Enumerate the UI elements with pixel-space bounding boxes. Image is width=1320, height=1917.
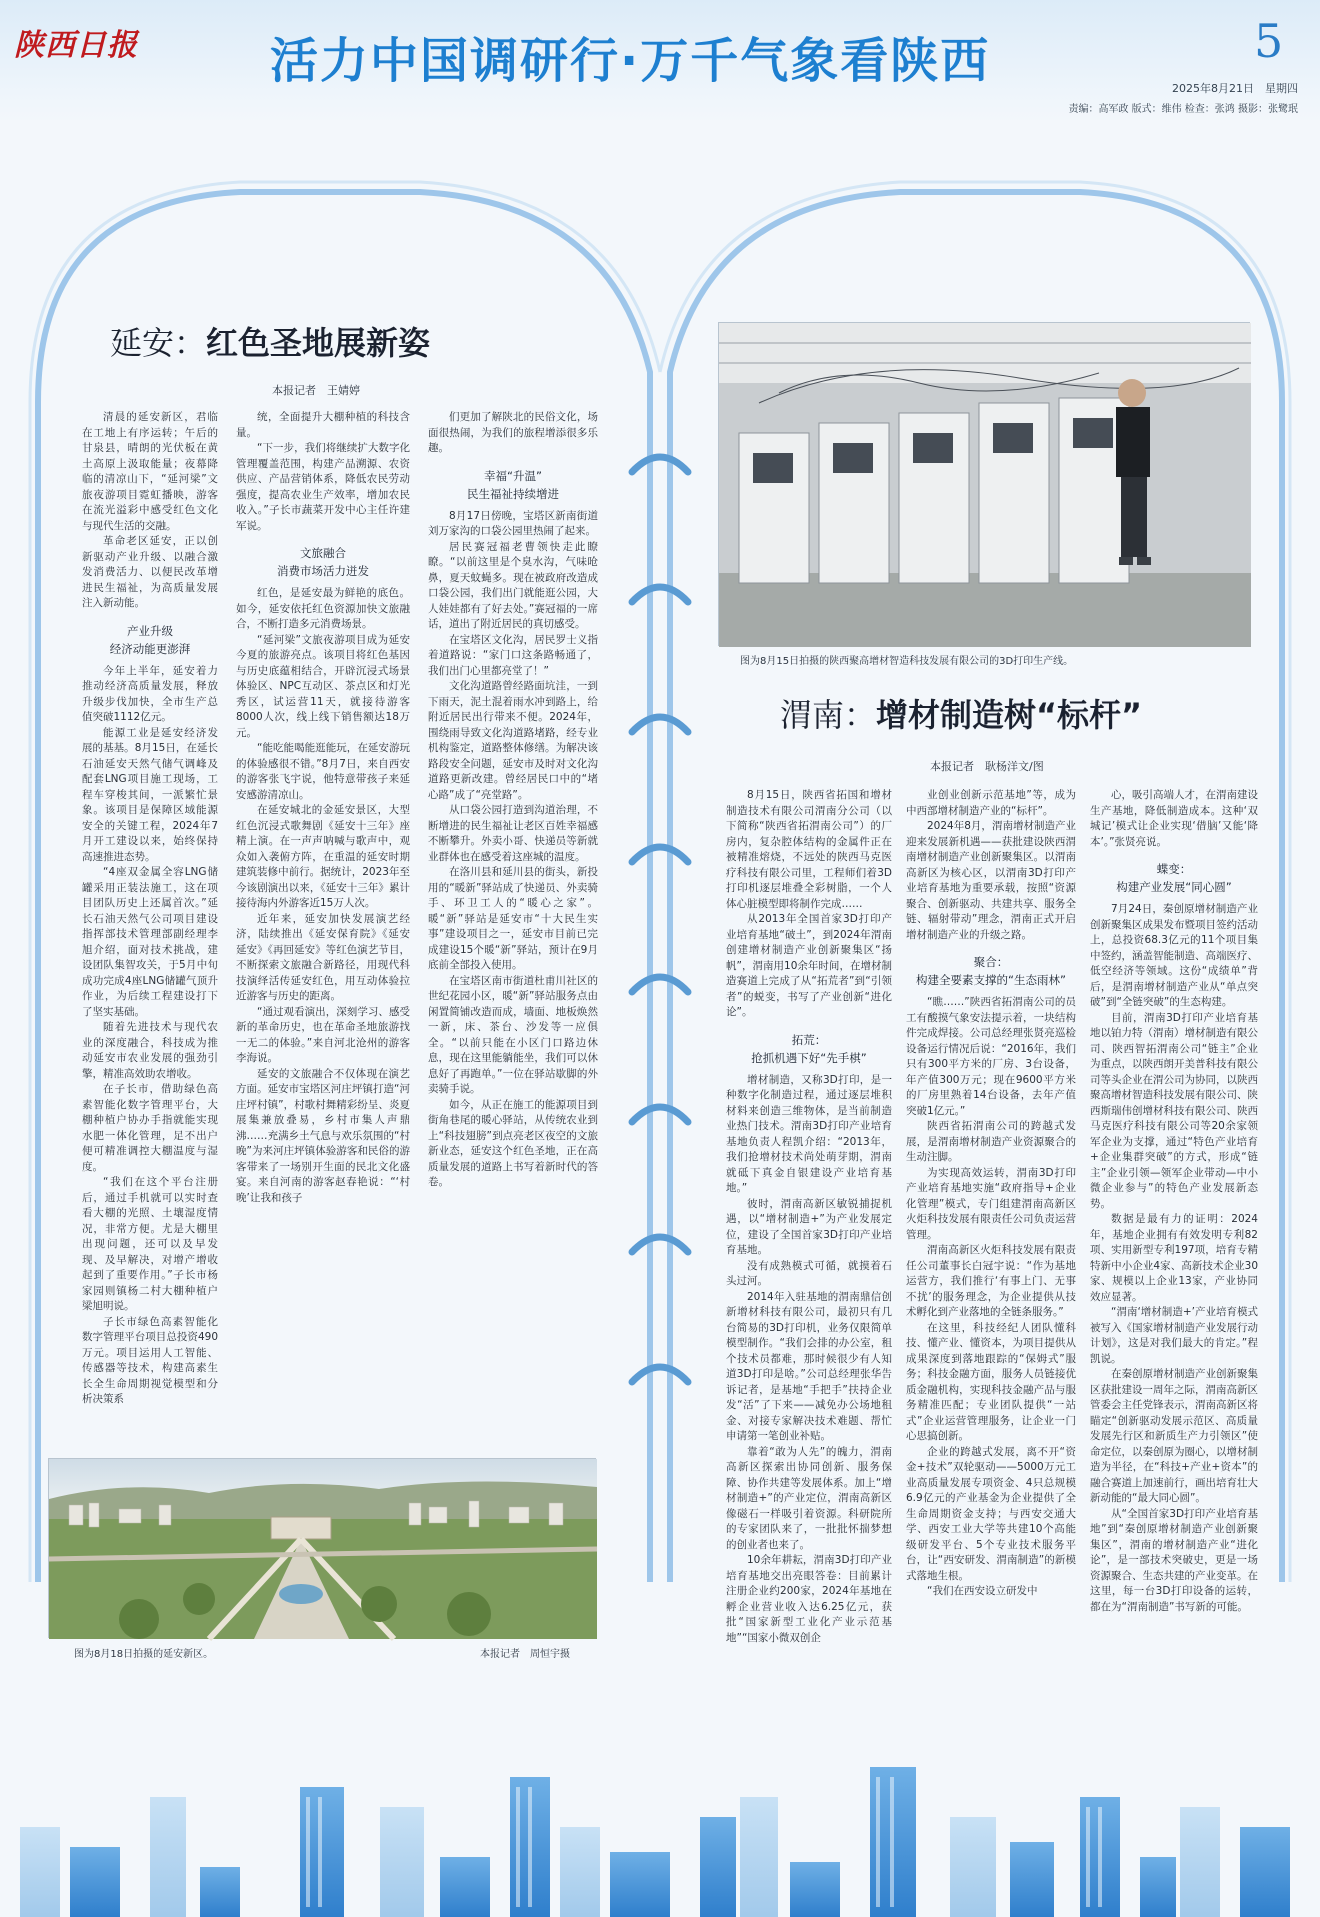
- section-heading-line1: 产业升级: [127, 623, 173, 638]
- section-heading: [428, 467, 598, 503]
- paragraph: 子长市绿色高素智能化数字管理平台项目总投资490万元。项目运用人工智能、传感器等技术，构建高素生长全生命周期视觉模型和分析决策系: [82, 1315, 218, 1405]
- paragraph: 在宝塔区文化沟，居民罗士义指着道路说：“家门口这条路畅通了，我们出门心里都亮堂了！”: [428, 633, 598, 677]
- section-heading-line1: 幸福“升温”: [484, 468, 542, 483]
- section-heading: [726, 1031, 892, 1067]
- paragraph: 8月15日，陕西省拓国和增材制造技术有限公司渭南分公司（以下简称“陕西省拓渭南公司”）的厂房内，复杂腔体结构的金属件正在被精准熔烧，不远处的陕西马克医疗科技有限公司里，工程师们着3D打印机逐层堆叠全彩树脂，一个人体心脏模型即将制作完成……: [726, 789, 892, 910]
- paragraph: 从口袋公园打造到沟道治理，不断增进的民生福祉让老区百姓幸福感不断攀升。外卖小哥、快递员等新就业群体也在感受着这座城的温度。: [428, 804, 598, 863]
- paragraph: 在宝塔区南市街道杜甫川社区的世纪花园小区，暖“新”驿站服务点由闲置简铺改造而成，墙面、地板焕然一新，床、茶台、沙发等一应俱全。“以前只能在小区门口路边休息，现在这里能躺能坐，我们可以休息好了再跑单。”一位在驿站歇脚的外卖骑手说。: [428, 974, 598, 1095]
- section-heading-line2: 构建产业发展“同心圆”: [1116, 880, 1232, 894]
- paragraph: 居民赛冠福老曹领快走此瞭瞭。“以前这里是个臭水沟，气味呛鼻，夏天蚊蝇多。现在被政府改造成口袋公园，我们出门就能逛公园，大人娃娃都有了好去处。”赛冠福的一席话，道出了附近居民的真切感受。: [428, 540, 598, 630]
- paragraph: 业创业创新示范基地”等，成为中西部增材制造产业的“标杆”。: [906, 789, 1076, 817]
- paragraph: 在子长市，借助绿色高素智能化数字管理平台，大棚种植户协办手指就能实现水肥一体化管理，足不出户便可精准调控大棚温度与湿度。: [82, 1083, 218, 1173]
- section-heading: [906, 953, 1076, 989]
- paragraph: 在这里，科技经纪人团队懂科技、懂产业、懂资本，为项目提供从成果深度到落地跟踪的“保姆式”服务；科技金融方面，服务人员链接优质金融机构，实现科技金融产品与服务精准匹配；专业团队提供“一站式”企业运营管理服务，让企业一门心思搞创新。: [906, 1321, 1076, 1442]
- paragraph: 7月24日，秦创原增材制造产业创新聚集区成果发布暨项目签约活动上，总投资68.3亿元的11个项目集中签约，涵盖智能制造、高端医疗、低空经济等领域。这份“成绩单”背后，是渭南增材制造产业从“单点突破”到“全链突破”的生态构建。: [1090, 903, 1258, 1008]
- paragraph: 目前，渭南3D打印产业培育基地以铂力特（渭南）增材制造有限公司、陕西智拓渭南公司“链主”企业为重点，以陕西朗开美普科技有限公司等头企业在渭公司为协同，以陕西聚高增材智造科技发展有限公司、陕西斯瑞伟创增材科技有限公司、陕西马克医疗科技有限公司等20余家领军企业为支撑，通过“特色产业培育+企业集群突破”的方式，形成“链主”企业引领—领军企业带动—中小微企业参与”的特色产业发展新态势。: [1090, 1011, 1258, 1210]
- paragraph: 彼时，渭南高新区敏锐捕捉机遇，以“增材制造+”为产业发展定位，建设了全国首家3D打印产业培育基地。: [726, 1197, 892, 1256]
- factory-illustration: [719, 323, 1251, 647]
- page-number: 5: [1254, 14, 1284, 68]
- yanan-new-district-photo: [48, 1458, 596, 1638]
- section-heading-line2: 抢抓机遇下好“先手棋”: [751, 1050, 867, 1065]
- paragraph: “我们在西安设立研发中: [927, 1585, 1038, 1597]
- paragraph: 8月17日傍晚，宝塔区新南街道刘万家沟的口袋公园里热闹了起来。: [428, 509, 598, 537]
- paragraph: 随着先进技术与现代农业的深度融合，科技成为推动延安市农业发展的强劲引擎，精准高效助农增收。: [82, 1021, 218, 1080]
- paragraph: 延安的文旅融合不仅体现在演艺方面。延安市宝塔区河庄坪镇打造“河庄坪村镇”，村歌村舞精彩纷呈、炎夏展集兼放叠易，乡村市集人声鼎沸……充满乡土气息与欢乐氛围的“村晚”为来河庄坪镇体验游客和民俗的游客带来了一场别开生面的民北文化盛宴。来自河南的游客赵春艳说：“‘村晚’让我和孩子: [236, 1067, 410, 1204]
- paragraph: 增材制造，又称3D打印，是一种数字化制造过程，通过逐层堆积材料来创造三维物体，是当前制造业热门技术。渭南3D打印产业培育基地负责人程凯介绍：“2013年，我们抢增材技术尚处萌芽期，渭南就砥下真金自银建设产业培育基地。”: [726, 1073, 892, 1194]
- paragraph: 在延安城北的金延安景区，大型红色沉浸式歌舞剧《延安十三年》座精上演。在一声声呐喊与歌声中，观众如入袭俯方阵，在重温的延安时期建筑装修中前行。据统计，2023年至今该剧演出以来，《延安十三年》累计接待海内外游客近15万人次。: [236, 804, 410, 909]
- paragraph: 为实现高效运转，渭南3D打印产业培育基地实施“政府指导+企业化管理”模式，专门组建渭南高新区火炬科技发展有限责任公司负责运营管理。: [906, 1166, 1076, 1241]
- yanan-byline: 本报记者 王婧婷: [272, 384, 360, 397]
- section-heading-line2: 民生福祉持续增进: [467, 486, 559, 501]
- paragraph: 数据是最有力的证明：2024年，基地企业拥有有效发明专利82项、实用新型专利197项，培育专精特新中小企业4家、高新技术企业30家、规模以上企业13家，产业协同效应显著。: [1090, 1213, 1258, 1303]
- section-heading-line2: 经济动能更澎湃: [109, 641, 191, 656]
- page-headline: 活力中国调研行·万千气象看陕西: [270, 33, 991, 89]
- weinan-photo-caption: 图为8月15日拍摄的陕西聚高增材智造科技发展有限公司的3D打印生产线。: [740, 656, 1074, 667]
- paragraph: 企业的跨越式发展，离不开“资金+技术”双轮驱动——5000万元工业高质量发展专项资金、4只总规模6.9亿元的产业基金为企业提供了全生命周期资金支持；与西安交通大学、西安工业大学等共建10个高能级研发平台、5个专业技术服务平台，让“西安研发、渭南制造”的新模式落地生根。: [906, 1445, 1076, 1582]
- paragraph: “下一步，我们将继续扩大数字化管理覆盖范围，构建产品溯源、农资供应、产品营销体系，降低农民劳动强度，提高农业生产效率，增加农民收入。”子长市蔬菜开发中心主任许建军说。: [236, 442, 410, 532]
- 3d-printing-production-line-photo: [718, 322, 1250, 646]
- weinan-column-2: [906, 788, 1076, 1668]
- masthead: [0, 0, 1320, 122]
- paragraph: “4座双金属全容LNG储罐采用正装法施工，这在项目团队历史上还属首次。”延长石油天然气公司项目建设指挥部技术管理部副经理李旭介绍，面对技术挑战，建设团队集智攻关，于5月中旬成功完成4座LNG储罐气顶升作业，为后续工程建设打下了坚实基础。: [82, 866, 218, 1018]
- newspaper-logo: 陕西日报: [14, 28, 138, 63]
- weinan-column-1: [726, 788, 892, 1668]
- paragraph: 在秦创原增材制造产业创新聚集区获批建设一周年之际，渭南高新区管委会主任党锋表示，渭南高新区将瞄定“创新驱动发展示范区、高质量发展先行区和新质生产力引领区”使命定位，以秦创原为圈心，以增材制造为半径，在“科技+产业+资本”的融合赛道上加速前行，画出培育壮大新动能的“最大同心圆”。: [1090, 1368, 1258, 1504]
- paragraph: 近年来，延安加快发展演艺经济，陆续推出《延安保育院》《延安 延安》《再回延安》等红色演艺节目，不断探索文旅融合新路径，用现代科技演绎活传延安红色，用互动体验拉近游客与历史的距离。: [236, 912, 421, 1002]
- section-heading-line1: 拓荒：: [791, 1032, 827, 1047]
- paragraph: “渭南‘增材制造+’产业培育模式被写入《国家增材制造产业发展行动计划》，这是对我们最大的肯定。”程凯说。: [1090, 1306, 1258, 1365]
- yanan-column-2: [236, 410, 421, 1445]
- paragraph: “我们在这个平台注册后，通过手机就可以实时查看大棚的光照、土壤湿度情况，非常方便。尤是大棚里出现问题，还可以及早发现、及早解决，对增产增收起到了重要作用。”子长市杨家园则镇杨二村大棚种植户梁旭明说。: [82, 1176, 218, 1312]
- paragraph: 能源工业是延安经济发展的基基。8月15日，在延长石油延安天然气储气调峰及配套LNG项目施工现场，工程车穿梭其间，一派繁忙景象。该项目是保障区域能源安全的关键工程，2024年7月开工建设以来，始终保持高速推进态势。: [82, 726, 218, 863]
- paragraph: 陕西省拓渭南公司的跨越式发展，是渭南增材制造产业资源聚合的生动注脚。: [906, 1120, 1076, 1163]
- paragraph: 如今，从正在施工的能源项目到街角巷尾的暖心驿站，从传统农业到上“科技翅膀”到点亮老区夜空的文旅新业态，延安这个红色圣地，正在高质量发展的道路上书写着新时代的答卷。: [428, 1098, 598, 1188]
- paragraph: 清晨的延安新区，君临在工地上有序运转；午后的甘泉县，晴朗的光伏板在黄土高原上汲取能量；夜幕降临的清凉山下，“延河梁”文旅夜游项目霓虹播映，游客在流光溢彩中感受红色文化与现代生活的交融。: [82, 411, 218, 532]
- paragraph: 10余年耕耘，渭南3D打印产业培育基地交出亮眼答卷：目前累计注册企业约200家，2024年基地在孵企业营业收入达6.25亿元，获批“国家新型工业化产业示范基地”“国家小微双创企: [726, 1554, 892, 1644]
- paragraph: 从“全国首家3D打印产业培育基地”到“秦创原增材制造产业创新聚集区”，渭南的增材制造产业“进化论”，是一部技术突破史，更是一场资源聚合、生态共建的产业变革。在这里，每一台3D打印设备的运转，都在为“渭南制造”书写新的可能。: [1090, 1507, 1258, 1613]
- weinan-title-place: 渭南：: [780, 696, 877, 734]
- yanan-column-3: [428, 410, 598, 1445]
- paragraph: “延河梁”文旅夜游项目成为延安今夏的旅游亮点。该项目将红色基因与历史底蕴相结合，开辟沉浸式场景体验区、NPC互动区、茶点区和灯光秀区，试运营11天，就接待游客8000人次，线上线下销售额达18万元。: [236, 633, 410, 739]
- section-heading-line1: 文旅融合: [300, 546, 346, 560]
- paragraph: 革命老区延安，正以创新驱动产业升级、以融合激发消费活力、以便民改革增进民生福祉，为高质量发展注入新动能。: [82, 535, 218, 609]
- yanan-article-title: [110, 318, 430, 364]
- paragraph: 统，全面提升大棚种植的科技含量。: [236, 411, 410, 439]
- yanan-title-place: 延安：: [110, 324, 207, 362]
- paragraph: “瞧……”陕西省拓渭南公司的员工有酸摸气象安法提示着，一块结构件完成焊接。公司总经理张贤亮巡检设备运行情况后说：“2016年，我们只有300平方米的厂房、3台设备，年产值300万元；现在9600平方米的厂房里熟着14台设备，去年产值突破1亿元。”: [906, 996, 1076, 1117]
- editor-credits: 责编：高军政 版式：维伟 检查：张鸿 摄影：张鹭珉: [1068, 104, 1298, 115]
- section-heading: [82, 622, 218, 658]
- section-heading: [1090, 860, 1258, 896]
- weinan-column-3: [1090, 788, 1258, 1668]
- section-heading-line1: 蝶变：: [1156, 862, 1192, 876]
- section-heading: [236, 544, 410, 580]
- yanan-photo-credit: 本报记者 周恒宇摄: [480, 1649, 570, 1660]
- yanan-column-1: [82, 410, 218, 1445]
- paragraph: 2014年入驻基地的渭南鼎信创新增材科技有限公司，最初只有几台简易的3D打印机，业务仅限简单模型制作。“我们会排的办公室，租个技术员都难，那时候很少有人知道3D打印是啥。”公司总经理张华告诉记者，是基地“手把手”扶持企业发“活”了下来——减免办公场地租金、对接专家解决技术难题、帮忙申请第一笔创业补贴。: [726, 1290, 892, 1442]
- paragraph: “通过观看演出，深刻学习、感受新的革命历史，也在革命圣地旅游找一无二的体验。”来自河北沧州的游客李海说。: [236, 1005, 410, 1064]
- paragraph: 没有成熟模式可循，就摸着石头过河。: [726, 1259, 892, 1287]
- paragraph: 渭南高新区火炬科技发展有限责任公司董事长白冠宇说：“作为基地运营方，我们推行‘有事上门、无事不扰’的服务理念，为企业提供从技术孵化到产业落地的全链条服务。”: [906, 1244, 1076, 1318]
- paragraph: 们更加了解陕北的民俗文化，场面很热闹，为我们的旅程增添很多乐趣。: [428, 411, 598, 454]
- paragraph: 靠着“敢为人先”的魄力，渭南高新区探索出协同创新、服务保障、协作共建等发展体系。加上“增材制造+”的产业定位，渭南高新区像磁石一样吸引着资源。科研院所的专家团队来了，一批批怀揣梦想的创业者也来了。: [726, 1445, 892, 1551]
- issue-date: 2025年8月21日 星期四: [1172, 82, 1298, 95]
- paragraph: 文化沟道路曾经路面坑洼，一到下雨天，泥土混着雨水冲到路上，给附近居民出行带来不便。2024年，围绕雨导致文化沟道路堵路，经专业机构鉴定，道路整体修缮。为解决该路段安全问题，延安市及时对文化沟道路更新改建。曾经居民口中的“堵心路”成了“亮堂路”。: [428, 680, 598, 801]
- section-heading-line2: 消费市场活力迸发: [277, 564, 369, 578]
- yanan-title-main: 红色圣地展新姿: [206, 324, 431, 362]
- section-heading-line1: 聚合：: [973, 955, 1009, 969]
- weinan-article-title: [780, 690, 1142, 736]
- paragraph: 红色，是延安最为鲜艳的底色。如今，延安依托红色资源加快文旅融合，不断打造多元消费场景。: [236, 587, 410, 630]
- paragraph: 从2013年全国首家3D打印产业培育基地“破土”，到2024年渭南创建增材制造产业创新聚集区“扬帆”，渭南用10余年时间，在增材制造赛道上完成了从“拓荒者”到“引领者”的蜕变，书写了产业创新“进化论”。: [726, 913, 892, 1018]
- section-heading-line2: 构建全要素支撑的“生态雨林”: [916, 973, 1066, 987]
- paragraph: 2024年8月，渭南增材制造产业迎来发展新机遇——获批建设陕西渭南增材制造产业创新聚集区。以渭南高新区为核心区，以渭南3D打印产业培育基地为重要承载，按照“资源聚合、创新驱动、共建共享、服务全链、辐射带动”理念，渭南正式开启增材制造产业的升级之路。: [906, 820, 1076, 941]
- paragraph: 心，吸引高端人才，在渭南建设生产基地，降低制造成本。这种‘双城记’模式让企业实现‘借脑’又能‘降本’。”张贤亮说。: [1090, 789, 1258, 848]
- paragraph: 今年上半年，延安着力推动经济高质量发展，释放升级步伐加快，全市生产总值突破1112亿元。: [82, 664, 218, 723]
- aerial-city-illustration: [49, 1459, 597, 1639]
- weinan-title-main: 增材制造树“标杆”: [876, 696, 1143, 734]
- weinan-byline: 本报记者 耿杨洋文/图: [930, 760, 1044, 773]
- paragraph: “能吃能喝能逛能玩，在延安游玩的体验感很不错。”8月7日，来自西安的游客张飞宇说，他特意带孩子来延安感游清凉山。: [236, 742, 410, 801]
- city-skyline-decoration: [0, 1677, 1320, 1917]
- yanan-photo-caption: 图为8月18日拍摄的延安新区。: [74, 1649, 214, 1660]
- paragraph: 在洛川县和延川县的街头，新投用的“暖新”驿站成了快递员、外卖骑手、环卫工人的“暖心之家”。暖“新”驿站是延安市“十大民生实事”建设项目之一，延安市目前已完成建设15个暖“新”驿站，预计在9月底前全部投入使用。: [428, 866, 598, 971]
